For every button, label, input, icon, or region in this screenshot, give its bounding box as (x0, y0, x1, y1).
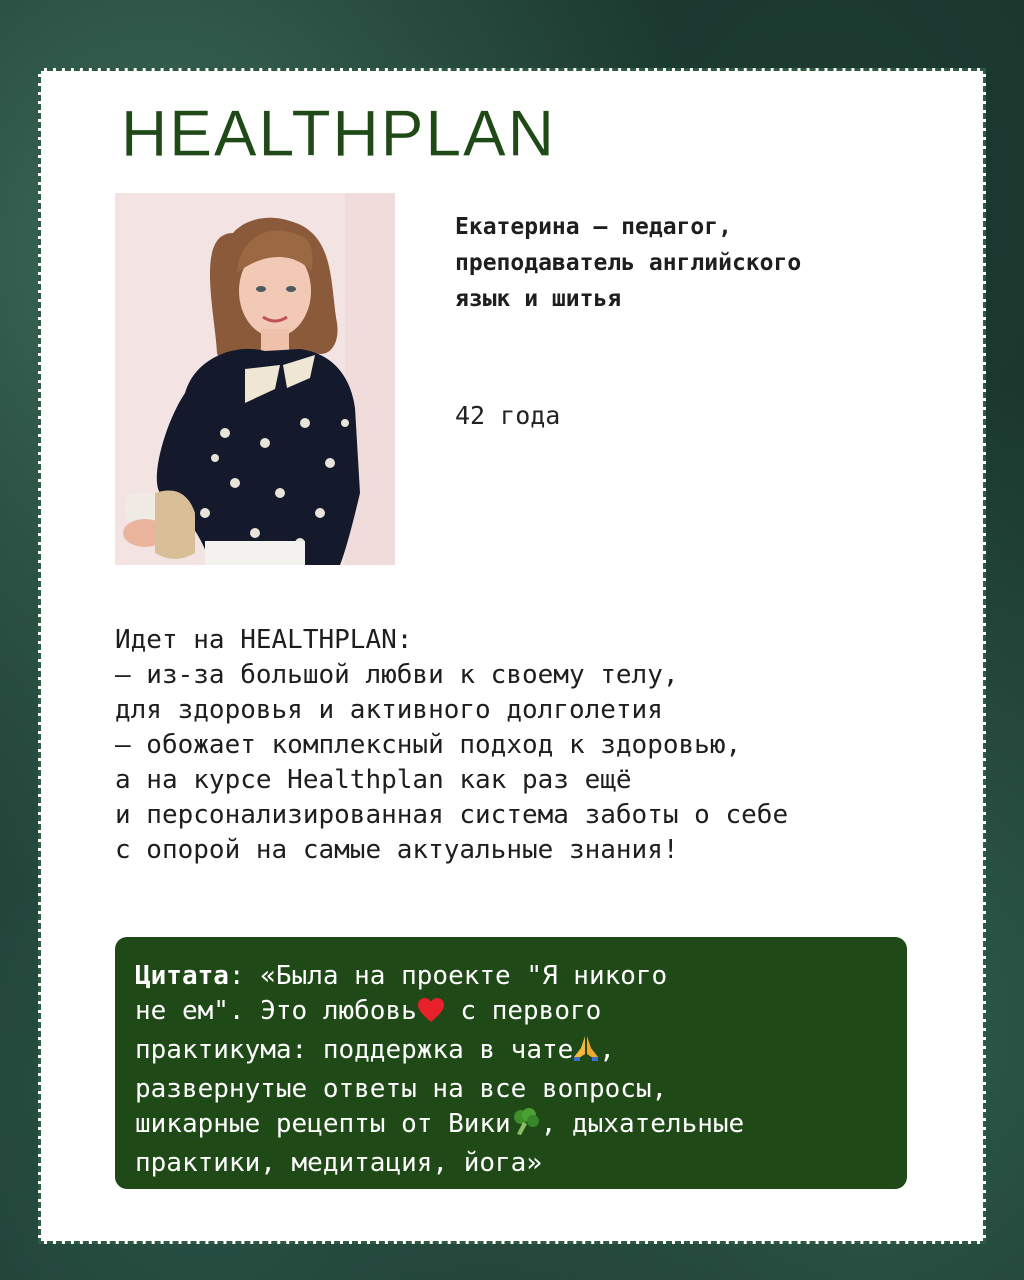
reason-line: а на курсе Healthplan как раз ещё (115, 765, 632, 795)
quote-line-3a: практикума: поддержка в чате (135, 1035, 574, 1065)
quote-line-6: практики, медитация, йога» (135, 1148, 542, 1178)
quote-line-5a: шикарные рецепты от Вики (135, 1109, 511, 1139)
bio-text (455, 209, 955, 317)
quote-line-1: : «Была на проекте "Я никого (228, 961, 668, 991)
broccoli-icon (511, 1108, 541, 1146)
quote-label: Цитата (135, 961, 229, 991)
age-text: 42 года (455, 401, 561, 430)
reason-line: – из-за большой любви к своему телу, (115, 660, 679, 690)
praying-hands-icon (573, 1034, 599, 1072)
profile-photo (115, 193, 395, 565)
reason-line: – обожает комплексный подход к здоровью, (115, 730, 742, 760)
heart-icon (417, 997, 445, 1033)
reason-heading: Идет на HEALTHPLAN: (115, 625, 413, 655)
reason-line: для здоровья и активного долголетия (115, 695, 663, 725)
quote-line-3b: , (599, 1035, 615, 1065)
quote-line-2a: не ем". Это любовь (135, 996, 417, 1026)
quote-line-5b: , дыхательные (540, 1109, 745, 1139)
bio-line-2: преподаватель английского (455, 250, 802, 276)
bio-line-3: язык и шитья (455, 286, 622, 312)
quote-line-2b: с первого (444, 996, 602, 1026)
quote-box (115, 937, 907, 1189)
reason-block (115, 623, 788, 868)
profile-card (38, 68, 986, 1244)
quote-line-4: развернутые ответы на все вопросы, (135, 1074, 668, 1104)
brand-logo: HEALTHPLAN (121, 96, 556, 170)
bio-line-1: Екатерина – педагог, (455, 214, 732, 240)
reason-line: с опорой на самые актуальные знания! (115, 835, 679, 865)
reason-line: и персонализированная система заботы о себе (115, 800, 789, 830)
